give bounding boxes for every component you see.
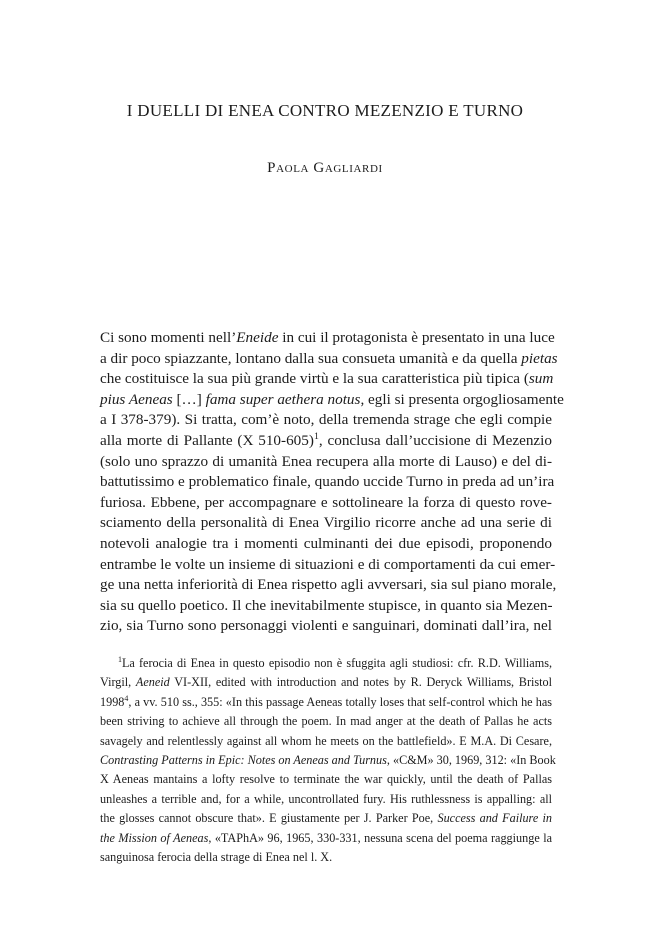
body-line: sciamento della personalità di Enea Virgilio ricorre anche ad una serie di	[100, 514, 552, 532]
body-line: a dir poco spiazzante, lontano dalla sua consueta umanità e da quella pietas	[100, 349, 558, 367]
body-line: a I 378-379). Si tratta, com’è noto, della tremenda strage che egli compie	[100, 411, 552, 429]
body-line: entrambe le volte un insieme di situazioni e di comportamenti da cui emer-	[100, 555, 556, 573]
body-line: alla morte di Pallante (X 510-605)$^1$, conclusa dall’uccisione di Mezenzio	[100, 430, 552, 449]
footnote-line: X Aeneas mantains a lofty resolve to terminate the war quickly, until the death of Pallas	[100, 772, 552, 787]
article-title: I DUELLI DI ENEA CONTRO MEZENZIO E TURNO	[126, 101, 524, 120]
body-line: zio, sia Turno sono personaggi violenti e sanguinari, dominati dall’ira, nel	[100, 617, 552, 635]
article-author: Paola Gagliardi	[267, 160, 383, 176]
footnote-line: Contrasting Patterns in Epic: Notes on Aeneas and Turnus, «C&M» 30, 1969, 312: «In Book	[100, 753, 556, 768]
footnote-line: savagely and relentlessly against all whom he meets on the battlefield». E M.A. Di Cesare,	[100, 733, 552, 748]
body-line: che costituisce la sua più grande virtù e la sua caratteristica più tipica (sum	[100, 370, 554, 388]
footnote-line: been striving to achieve all through the poem. In mad anger at the death of Pallas he acts	[100, 714, 552, 729]
body-line: sia su quello poetico. Il che inevitabilmente stupisce, in quanto sia Mezen-	[100, 596, 553, 614]
body-line: ge una netta inferiorità di Enea rispetto agli avversari, sia sul piano morale,	[100, 576, 557, 594]
footnote-line: 1998$^4$, a vv. 510 ss., 355: «In this passage Aeneas totally loses that self-control which he has	[100, 693, 552, 709]
footnote-line: $^1$La ferocia di Enea in questo episodio non è sfuggita agli studiosi: cfr. R.D. Williams,	[118, 654, 552, 670]
footnote-number: 1	[118, 654, 122, 664]
footnote-line: Virgil, Aeneid VI-XII, edited with introduction and notes by R. Deryck Williams, Bristol	[100, 675, 552, 690]
body-line: pius Aeneas […] fama super aethera notus, egli si presenta orgogliosamente	[100, 390, 564, 408]
body-line: battutissimo e problematico finale, quando uccide Turno in preda ad un’ira	[100, 473, 555, 491]
body-line: (solo uno sprazzo di umanità Enea recupera alla morte di Lauso) e del di-	[100, 452, 552, 470]
body-line: notevoli analogie tra i momenti culminanti dei due episodi, proponendo	[100, 534, 552, 552]
body-line: furiosa. Ebbene, per accompagnare e sottolineare la forza di questo rove-	[100, 493, 552, 511]
footnote-ref: 1	[313, 430, 319, 442]
footnote-line: sanguinosa ferocia della strage di Enea nel l. X.	[100, 850, 333, 865]
footnote-line: the Mission of Aeneas, «TAPhA» 96, 1965, 330-331, nessuna scena del poema raggiunge la	[100, 830, 552, 845]
body-paragraph	[100, 328, 564, 637]
body-line: Ci sono momenti nell’Eneide in cui il protagonista è presentato in una luce	[100, 329, 555, 346]
footnote-line: the glosses cannot obscure that». E giustamente per J. Parker Poe, Success and Failure in	[100, 811, 552, 826]
footnote-line: unleashes a terrible and, for a while, uncontrollated fury. His ruthlessness is appalling: all	[100, 791, 552, 806]
footnote	[100, 654, 556, 867]
